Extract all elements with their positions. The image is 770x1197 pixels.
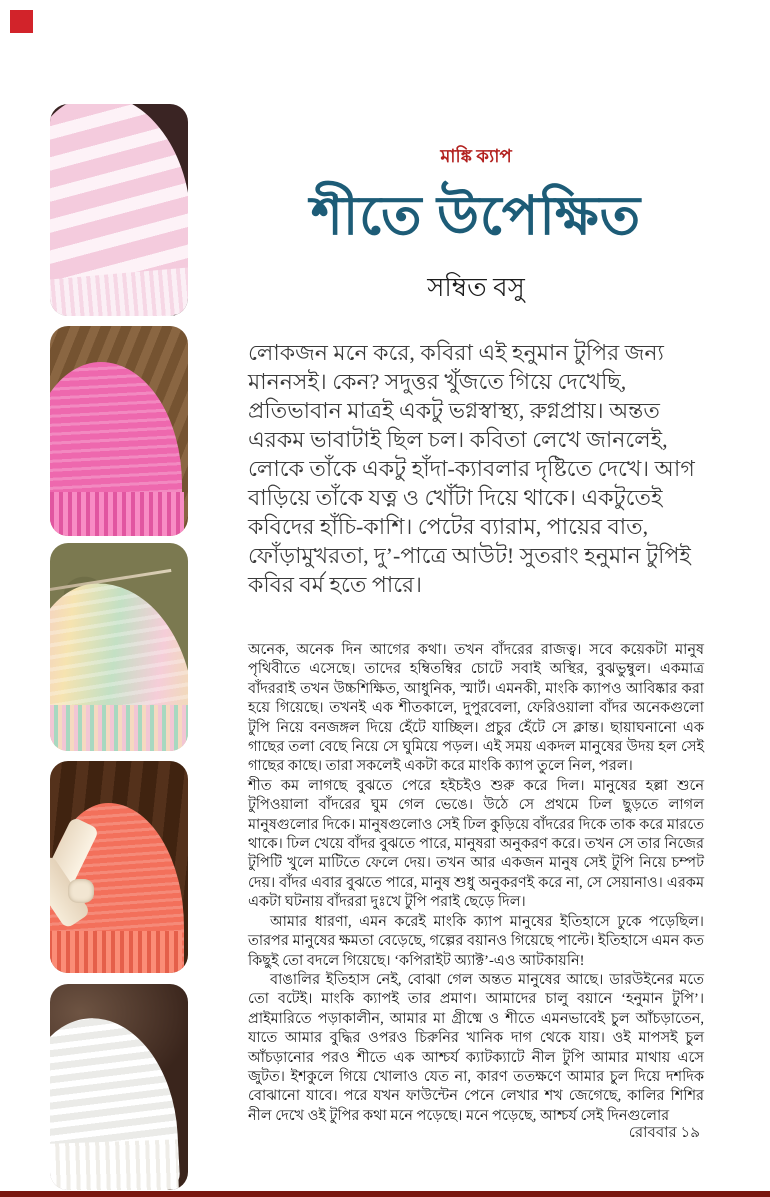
photo-coral-cap-ribbon (50, 761, 188, 973)
hat-cuff (50, 705, 188, 751)
photo-bright-pink-cap (50, 326, 188, 536)
hat-cuff (50, 492, 184, 536)
bottom-bar (0, 1191, 770, 1197)
article (248, 146, 704, 1126)
photo-white-cap (50, 984, 188, 1190)
kicker: মাঙ্কি ক্যাপ (440, 146, 512, 166)
article-body (248, 641, 704, 1126)
hat-cuff (50, 1139, 179, 1190)
body-paragraph: অনেক, অনেক দিন আগের কথা। তখন বাঁদরের রাজত্ব। সবে কয়েকটা মানুষ পৃথিবীতে এসেছে। তাদের হম্বিতম্বির চোটে সবাই অস্থির, বুঝভুম্বুল। একমাত্র বাঁদররাই তখন উচ্চশিক্ষিত, আধুনিক, স্মার্ট। এমনকী, মাংকি ক্যাপও আবিষ্কার করা হয়ে গিয়েছে। তখনই এক শীতকালে, দুপুরবেলা, ফেরিওয়ালা বাঁদর অনেকগুলো টুপি নিয়ে বনজঙ্গল দিয়ে হেঁটে যাচ্ছিল। প্রচুর হেঁটে সে ক্লান্ত। ছায়াঘনানো এক গাছের তলা বেছে নিয়ে সে ঘুমিয়ে পড়ল। এই সময় একদল মানুষের উদয় হল সেই গাছের কাছে। তারা সকলেই একটা করে মাংকি ক্যাপ তুলে নিল, পরল। (248, 642, 704, 775)
body-paragraph: বাঙালির ইতিহাস নেই, বোঝা গেল অন্তত মানুষের আছে। ডারউইনের মতে তো বটেই। মাংকি ক্যাপই তার প্রমাণ। আমাদের চালু বয়ানে ‘হনুমান টুপি’। প্রাইমারিতে পড়াকালীন, আমার মা গ্রীষ্মে ও শীতে এমনভাবেই চুল আঁচড়াতেন, যাতে আমার বুদ্ধির ওপরও চিরুনির খানিক দাগ থেকে যায়। ওই মাপসই চুল আঁচড়ানোর পরও শীতে এক আশ্চর্য ক্যাটক্যাটে নীল টুপি আমার মাথায় এসে জুটত। ইশকুলে গিয়ে খোলাও যেত না, কারণ ততক্ষণে আমার চুল দিয়ে দশদিক বোঝানো যাবে। পরে যখন ফাউন্টেন পেনে লেখার শখ জেগেছে, কালির শিশির নীল দেখে ওই টুপির কথা মনে পড়েছে। মনে পড়েছে, আশ্চর্য সেই দিনগুলোর (248, 971, 704, 1124)
red-accent-square (10, 10, 33, 33)
lead-paragraph: লোকজন মনে করে, কবিরা এই হনুমান টুপির জন্য মাননসই। কেন? সদুত্তর খুঁজতে গিয়ে দেখেছি, প্রতিভাবান মাত্রই একটু ভগ্নস্বাস্থ্য, রুগ্নপ্রায়। অন্তত এরকম ভাবাটাই ছিল চল। কবিতা লেখে জানলেই, লোকে তাঁকে একটু হাঁদা-ক্যাবলার দৃষ্টিতে দেখে। আগ বাড়িয়ে তাঁকে যত্ন ও খোঁটা দিয়ে থাকে। একটুতেই কবিদের হাঁচি-কাশি। পেটের ব্যারাম, পায়ের বাত, ফোঁড়ামুখরতা, দু’-পাত্রে আউট! সুতরাং হনুমান টুপিই কবির বর্ম হতে পারে। (248, 340, 695, 597)
author-byline: সম্বিত বসু (427, 273, 525, 302)
photo-pastel-cap (50, 543, 188, 751)
page-footer-folio: রোববার ১৯ (628, 1125, 700, 1141)
article-title: শীতে উপেক্ষিত (310, 186, 642, 246)
ribbon-knot (68, 879, 94, 903)
hat-cuff (50, 931, 182, 973)
photo-pink-striped-cap (50, 104, 188, 316)
body-paragraph: শীত কম লাগছে বুঝতে পেরে হইচইও শুরু করে দিল। মানুষের হল্লা শুনে টুপিওয়ালা বাঁদরের ঘুম গেল ভেঙে। উঠে সে প্রথমে ঢিল ছুড়তে লাগল মানুষগুলোর দিকে। মানুষগুলোও সেই ঢিল কুড়িয়ে বাঁদরের দিকে তাক করে মারতে থাকে। ঢিল খেয়ে বাঁদর বুঝতে পারে, মানুষরা অনুকরণ করে। তখন সে তার নিজের টুপিটি খুলে মাটিতে ফেলে দেয়। তখন আর একজন মানুষ সেই টুপি নিয়ে চম্পট দেয়। বাঁদর এবার বুঝতে পারে, মানুষ শুধু অনুকরণই করে না, সে সেয়ানাও। এরকম একটা ঘটনায় বাঁদররা দুঃখে টুপি পরাই ছেড়ে দিল। (248, 777, 704, 911)
body-paragraph: আমার ধারণা, এমন করেই মাংকি ক্যাপ মানুষের ইতিহাসে ঢুকে পড়েছিল। তারপর মানুষের ক্ষমতা বেড়েছে, গল্পের বয়ানও গিয়েছে পাল্টে। ইতিহাসে এমন কত কিছুই তো বদলে গিয়েছে। ‘কপিরাইট অ্যাক্ট’-এও আটকায়নি! (248, 913, 704, 969)
